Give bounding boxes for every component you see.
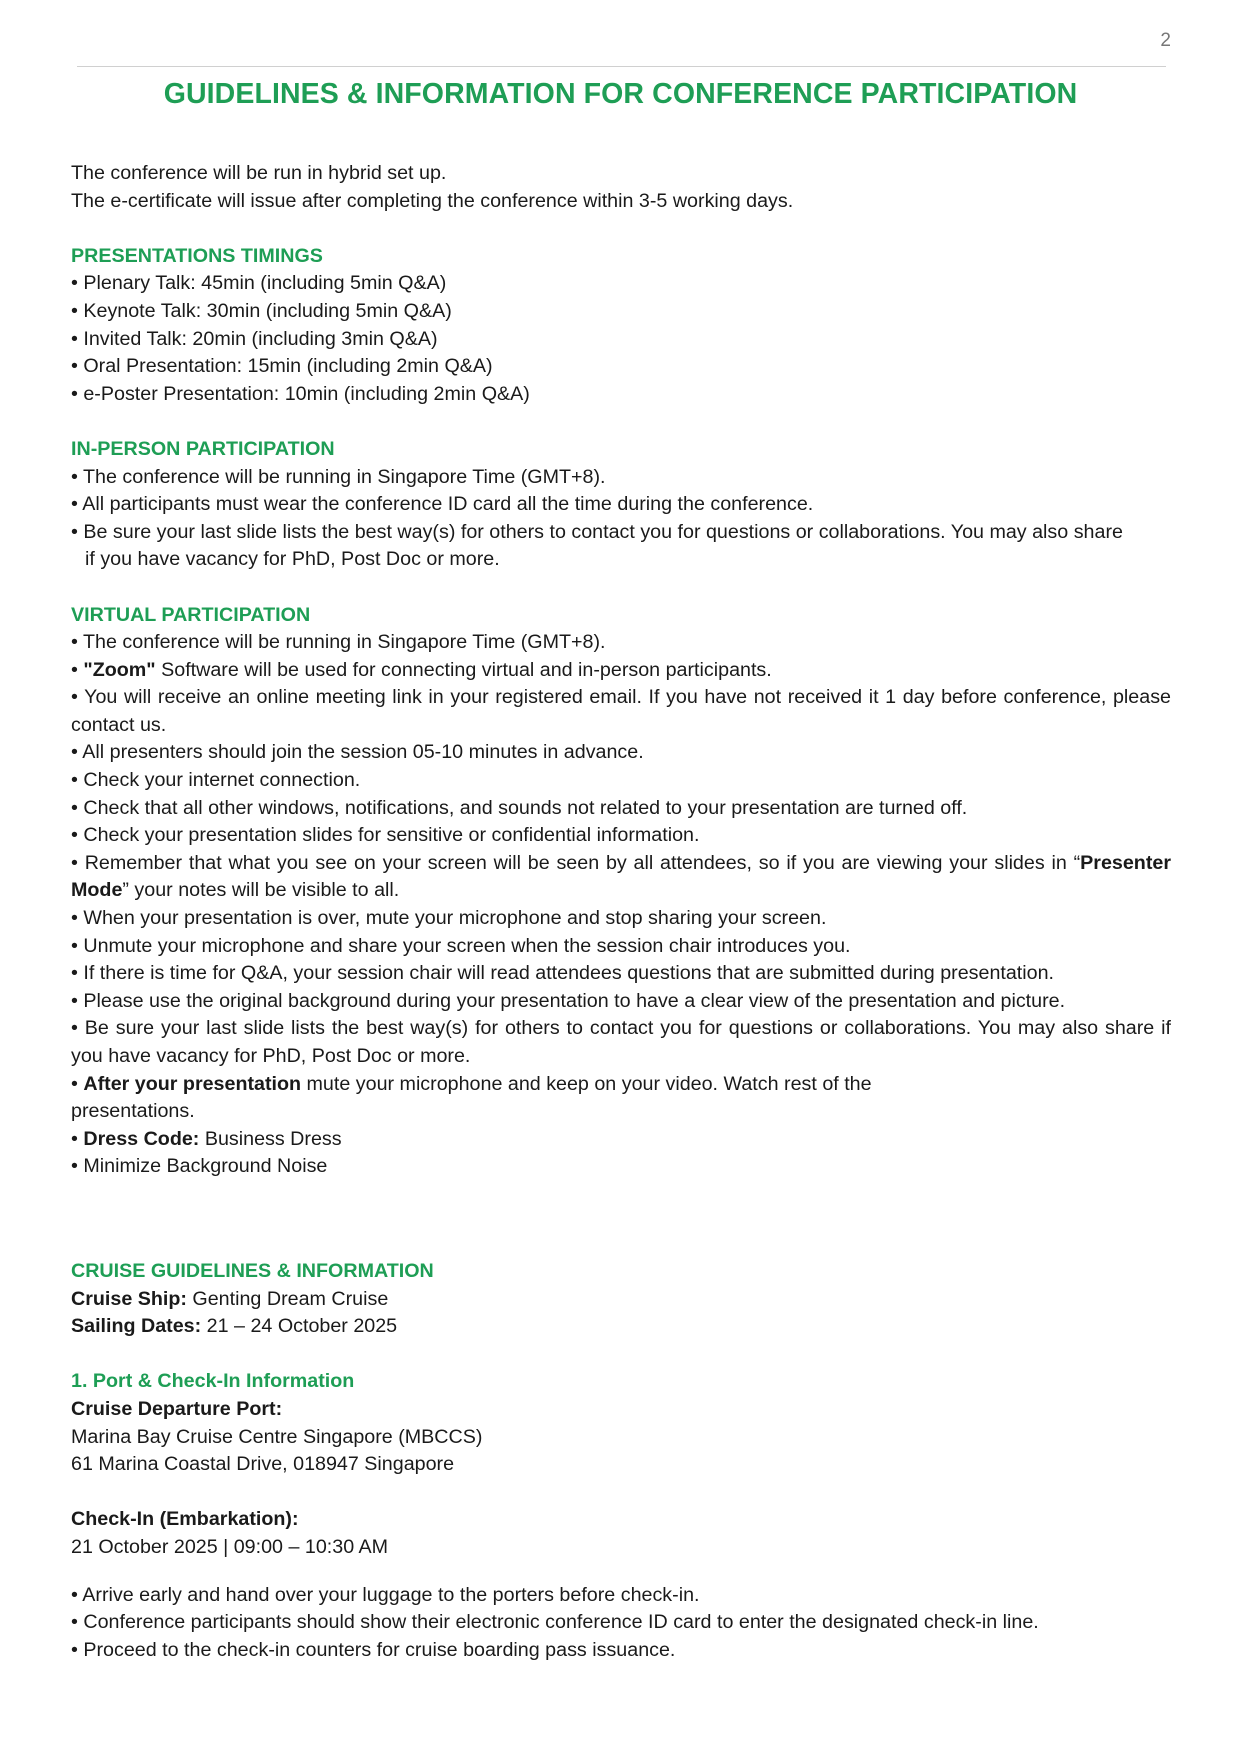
list-item: • Minimize Background Noise (71, 1155, 328, 1178)
spacer (71, 574, 1171, 602)
list-item: • Check your presentation slides for sensitive or confidential information. (71, 824, 700, 847)
list-item (71, 1126, 1171, 1154)
list-item-text: mute your microphone and keep on your video. Watch rest of the (301, 1072, 872, 1095)
list-item: • Conference participants should show their electronic conference ID card to enter the designated check-in line. (71, 1611, 1039, 1634)
list-item: • Be sure your last slide lists the best way(s) for others to contact you for questions or collaborations. You may also share if you have vacancy for PhD, Post Doc or more. (71, 1017, 1171, 1067)
intro-line: The e-certificate will issue after completing the conference within 3-5 working days. (71, 189, 794, 212)
list-item-continuation: presentations. (71, 1100, 195, 1123)
spacer (71, 1562, 1171, 1582)
bold-text: After your presentation (83, 1072, 302, 1095)
list-item: • All presenters should join the session 05-10 minutes in advance. (71, 741, 644, 764)
list-item: • The conference will be running in Singapore Time (GMT+8). (71, 631, 606, 654)
list-item: • Unmute your microphone and share your screen when the session chair introduces you. (71, 934, 851, 957)
bold-text: Dress Code: (83, 1127, 200, 1150)
bold-text: Presenter Mode (71, 851, 1171, 902)
list-item: • Check that all other windows, notifications, and sounds not related to your presentation are turned off. (71, 796, 968, 819)
list-item: • Check your internet connection. (71, 769, 361, 792)
bullet: • (71, 1072, 84, 1095)
list-item: • All participants must wear the conference ID card all the time during the conference. (71, 493, 814, 516)
list-item: • Invited Talk: 20min (including 3min Q&A) (71, 327, 438, 350)
list-item: • Keynote Talk: 30min (including 5min Q&A) (71, 299, 452, 322)
section-heading-timings: PRESENTATIONS TIMINGS (71, 244, 323, 267)
list-item: • Please use the original background during your presentation to have a clear view of the presentation and picture. (71, 989, 1066, 1012)
list-item: • Arrive early and hand over your luggage to the porters before check-in. (71, 1583, 700, 1606)
bullet: • (71, 1127, 84, 1150)
port-address: 61 Marina Coastal Drive, 018947 Singapore (71, 1453, 455, 1476)
spacer (71, 215, 1171, 243)
page-number: 2 (1160, 30, 1171, 51)
list-item-text: • Remember that what you see on your screen will be seen by all attendees, so if you are viewing your slides in “ (71, 851, 1081, 874)
spacer (71, 1341, 1171, 1369)
spacer (71, 408, 1171, 436)
list-item: • Oral Presentation: 15min (including 2min Q&A) (71, 355, 493, 378)
list-item: • When your presentation is over, mute your microphone and stop sharing your screen. (71, 907, 827, 930)
list-item-continuation: if you have vacancy for PhD, Post Doc or more. (85, 548, 500, 571)
port-name: Marina Bay Cruise Centre Singapore (MBCCS) (71, 1425, 483, 1448)
intro-line: The conference will be run in hybrid set up. (71, 162, 447, 184)
list-item: • You will receive an online meeting link in your registered email. If you have not received it 1 day before conference, please contact us. (71, 686, 1171, 736)
cruise-ship (71, 1286, 1171, 1314)
sailing-dates (71, 1313, 1171, 1341)
field-label: Check-In (Embarkation): (71, 1508, 299, 1531)
list-item (71, 1071, 1171, 1099)
bullet: • (71, 658, 84, 681)
list-item-text: Software will be used for connecting virtual and in-person participants. (155, 658, 772, 681)
header-divider (77, 66, 1166, 67)
bold-text: "Zoom" (83, 658, 156, 681)
field-label: Cruise Ship: (71, 1287, 187, 1310)
list-item (71, 657, 1171, 685)
section-heading-cruise: CRUISE GUIDELINES & INFORMATION (71, 1259, 434, 1282)
spacer (71, 1236, 1171, 1258)
list-item-text: ” your notes will be visible to all. (122, 879, 400, 902)
subsection-heading-port: 1. Port & Check-In Information (71, 1370, 355, 1393)
list-item: • e-Poster Presentation: 10min (including 2min Q&A) (71, 382, 530, 405)
field-label: Cruise Departure Port: (71, 1397, 283, 1420)
section-heading-in-person: IN-PERSON PARTICIPATION (71, 437, 335, 460)
list-item: • The conference will be running in Singapore Time (GMT+8). (71, 465, 606, 488)
list-item: • If there is time for Q&A, your session chair will read attendees questions that are submitted during presentation. (71, 962, 1055, 985)
list-item-text: Business Dress (199, 1127, 342, 1150)
section-heading-virtual: VIRTUAL PARTICIPATION (71, 603, 311, 626)
list-item: • Plenary Talk: 45min (including 5min Q&A) (71, 272, 447, 295)
document-body (71, 160, 1171, 1664)
spacer (71, 1479, 1171, 1507)
list-item: • Proceed to the check-in counters for cruise boarding pass issuance. (71, 1638, 676, 1661)
spacer (71, 1181, 1171, 1236)
page-title: GUIDELINES & INFORMATION FOR CONFERENCE PARTICIPATION (163, 78, 1078, 110)
field-value: Genting Dream Cruise (186, 1287, 389, 1310)
field-value: 21 – 24 October 2025 (201, 1315, 398, 1338)
list-item (71, 850, 1171, 905)
field-label: Sailing Dates: (71, 1315, 202, 1338)
checkin-time: 21 October 2025 | 09:00 – 10:30 AM (71, 1535, 389, 1558)
list-item: • Be sure your last slide lists the best way(s) for others to contact you for questions or collaborations. You may also share (71, 520, 1123, 543)
